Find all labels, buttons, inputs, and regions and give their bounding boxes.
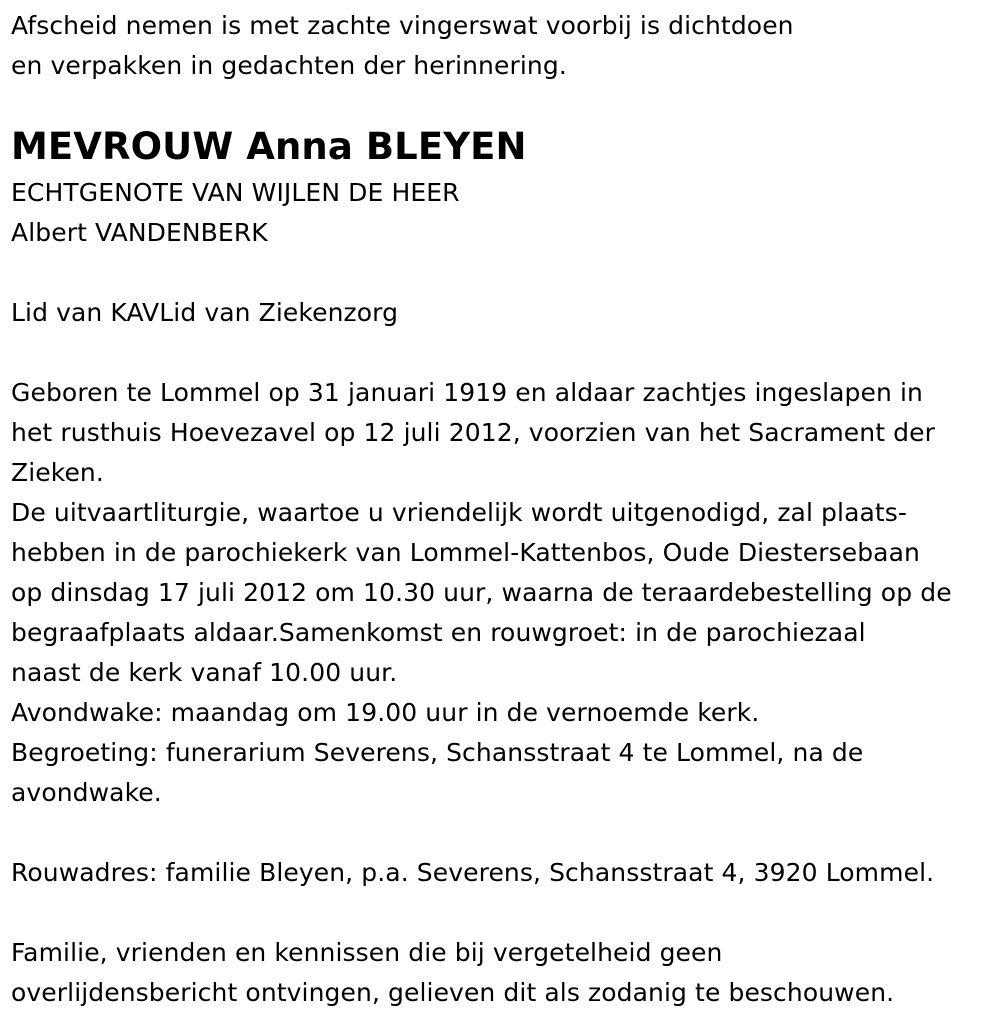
spouse-line: ECHTGENOTE VAN WIJLEN DE HEER: [11, 178, 460, 207]
intro-line: en verpakken in gedachten der herinnering.: [11, 51, 567, 80]
details-line: begraafplaats aldaar.Samenkomst en rouwgroet: in de parochiezaal: [11, 618, 866, 647]
mourning-address: [11, 853, 934, 893]
details-line: Geboren te Lommel op 31 januari 1919 en aldaar zachtjes ingeslapen in: [11, 378, 923, 407]
details-line: Zieken.: [11, 458, 104, 487]
intro-line: Afscheid nemen is met zachte vingerswat voorbij is dichtdoen: [11, 11, 794, 40]
details-line: het rusthuis Hoevezavel op 12 juli 2012, voorzien van het Sacrament der: [11, 418, 935, 447]
membership-line: Lid van KAVLid van Ziekenzorg: [11, 298, 399, 327]
address-line: Rouwadres: familie Bleyen, p.a. Severens, Schansstraat 4, 3920 Lommel.: [11, 858, 935, 887]
closing-line: overlijdensbericht ontvingen, gelieven dit als zodanig te beschouwen.: [11, 978, 895, 1007]
closing-line: Familie, vrienden en kennissen die bij vergetelheid geen: [11, 938, 723, 967]
details-line: avondwake.: [11, 778, 162, 807]
funeral-details: [11, 373, 952, 813]
spouse-info: [11, 173, 460, 253]
details-line: Begroeting: funerarium Severens, Schansstraat 4 te Lommel, na de: [11, 738, 864, 767]
details-line: op dinsdag 17 juli 2012 om 10.30 uur, waarna de teraardebestelling op de: [11, 578, 952, 607]
deceased-name: MEVROUW Anna BLEYEN: [11, 125, 527, 168]
details-line: hebben in de parochiekerk van Lommel-Kattenbos, Oude Diestersebaan: [11, 538, 920, 567]
details-line: Avondwake: maandag om 19.00 uur in de vernoemde kerk.: [11, 698, 760, 727]
details-line: naast de kerk vanaf 10.00 uur.: [11, 658, 398, 687]
closing-note: [11, 933, 894, 1013]
membership-info: [11, 293, 398, 333]
spouse-line: Albert VANDENBERK: [11, 218, 268, 247]
intro-poem: [11, 6, 794, 86]
details-line: De uitvaartliturgie, waartoe u vriendelijk wordt uitgenodigd, zal plaats-: [11, 498, 908, 527]
